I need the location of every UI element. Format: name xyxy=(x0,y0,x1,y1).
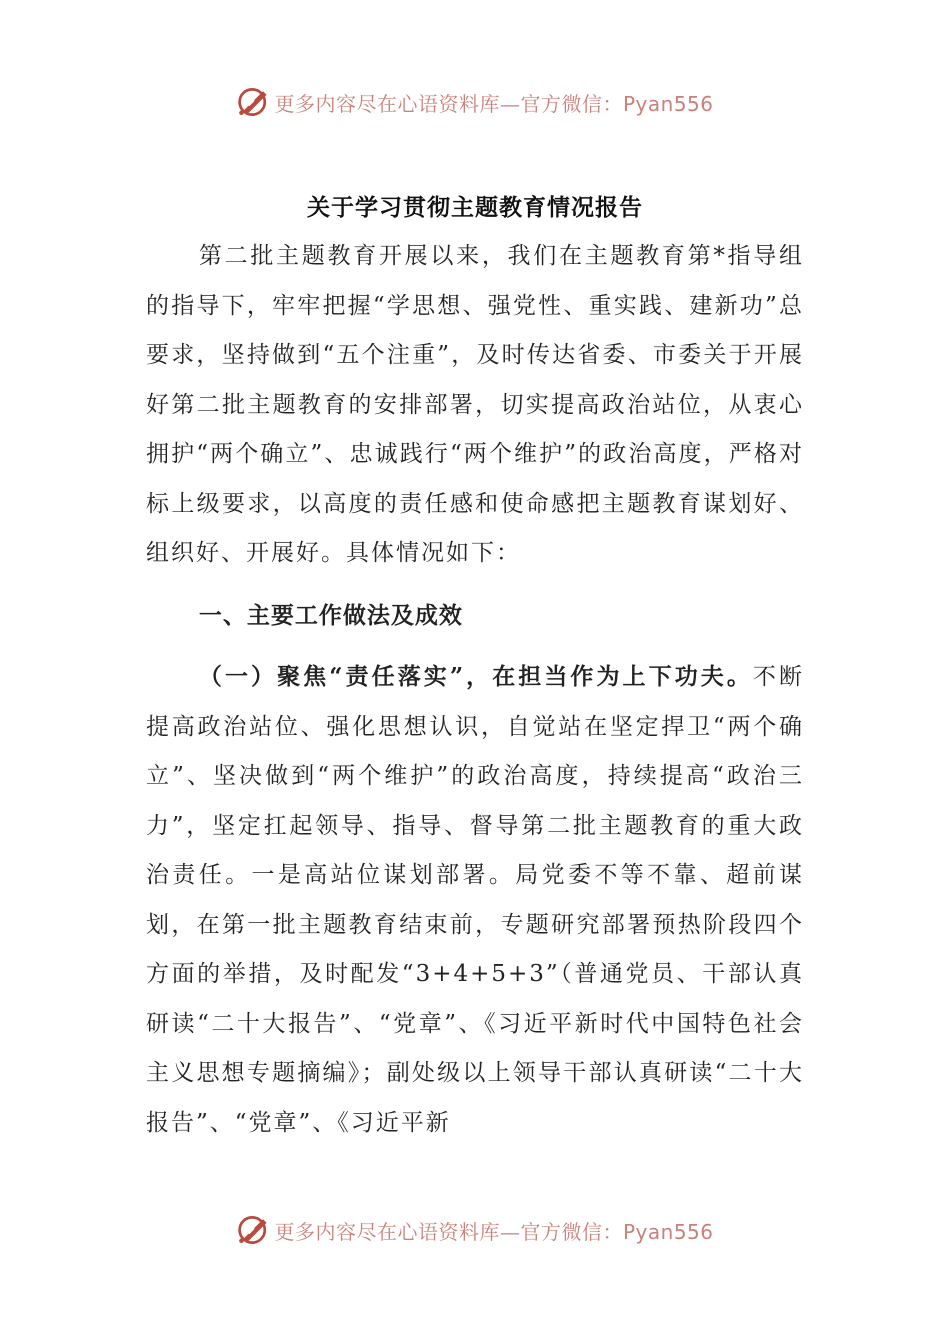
body-paragraph xyxy=(146,652,804,1148)
section-heading: 一、主要工作做法及成效 xyxy=(198,601,463,629)
paragraph-text: 不断提高政治站位、强化思想认识，自觉站在坚定捍卫“两个确立”、坚决做到“两个维护”的政治高度，持续提高“政治三力”，坚定扛起领导、指导、督导第二批主题教育的重大政治责任。一是高站位谋划部署。局党委不等不靠、超前谋划，在第一批主题教育结束前，专题研究部署预热阶段四个方面的举措，及时配发“3+4+5+3”（普通党员、干部认真研读“二十大报告”、“党章”、《习近平新时代中国特色社会主义思想专题摘编》；副处级以上领导干部认真研读“二十大报告”、“党章”、《习近平新 xyxy=(146,664,804,1136)
pen-logo-icon xyxy=(236,1212,272,1248)
document-body xyxy=(146,232,804,1148)
document-title: 关于学习贯彻主题教育情况报告 xyxy=(307,194,643,222)
paragraph-lead: （一）聚焦“责任落实”，在担当作为上下功夫。 xyxy=(198,663,753,690)
watermark-text: 更多内容尽在心语资料库—官方微信：Pyan556 xyxy=(274,1219,714,1244)
watermark-header xyxy=(0,82,950,122)
pen-logo-icon xyxy=(236,84,272,120)
intro-paragraph: 第二批主题教育开展以来，我们在主题教育第*指导组的指导下，牢牢把握“学思想、强党性、重实践、建新功”总要求，坚持做到“五个注重”，及时传达省委、市委关于开展好第二批主题教育的安排部署，切实提高政治站位，从衷心拥护“两个确立”、忠诚践行“两个维护”的政治高度，严格对标上级要求，以高度的责任感和使命感把主题教育谋划好、组织好、开展好。具体情况如下： xyxy=(146,243,804,566)
watermark-text: 更多内容尽在心语资料库—官方微信：Pyan556 xyxy=(274,91,714,116)
watermark-footer xyxy=(0,1210,950,1250)
